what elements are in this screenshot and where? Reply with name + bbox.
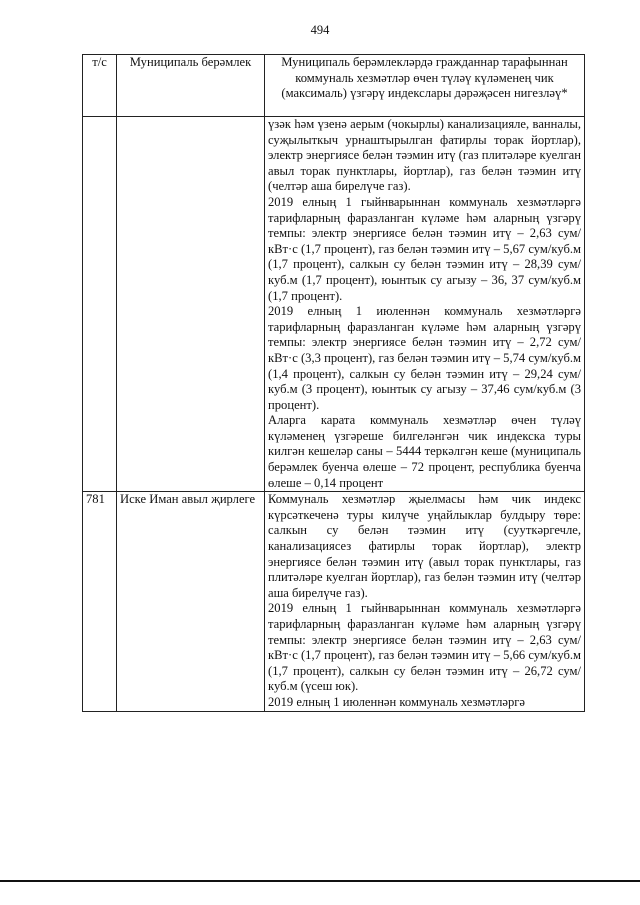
- table-row: [83, 117, 585, 492]
- row-justification: [265, 492, 585, 711]
- table-header-row: [83, 55, 585, 117]
- header-number: т/с: [83, 55, 117, 117]
- header-justification: Муниципаль берәмлекләрдә гражданнар тарафыннан коммуналь хезмәтләр өчен түләү күләменең чик (максималь) үзгәрү индекслары дәрәҗәсен нигезләү*: [265, 55, 585, 117]
- page-number: 494: [310, 23, 330, 37]
- row-number: [83, 117, 117, 492]
- row-justification: [265, 117, 585, 492]
- paragraph: үзәк һәм үзенә аерым (чокырлы) канализацияле, ванналы, суҗылыткыч урнаштырылган фатирлы торак йортлар), электр энергиясе белән тәэмин итү (газ плитәләре куелган авыл торак пунктлары, йортлар), газ белән тәэмин итү (челтәр аша бирелүче газ).: [268, 117, 581, 194]
- tariff-table: [82, 54, 585, 712]
- header-municipality: Муниципаль берәмлек: [117, 55, 265, 117]
- paragraph: 2019 елның 1 июленнән коммуналь хезмәтләргә тарифларның фаразланган күләме һәм аларның үзгәрү темпы: электр энергиясе белән тәэмин итү – 2,72 сум/кВт·с (3,3 процент), газ белән тәэмин итү – 5,74 сум/куб.м (1,4 процент), салкын су белән тәэмин итү – 29,24 сум/куб.м (3 процент), юынтык су агызу – 37,46 сум/куб.м (3 процент).: [268, 304, 581, 412]
- row-municipality: [117, 117, 265, 492]
- paragraph: Коммуналь хезмәтләр җыелмасы һәм чик индекс күрсәткеченә туры килүче уңайлыклар булдыру төре: салкын су белән тәэмин итү (сууткәргечле, канализациясез фатирлы торак йортлар), электр энергиясе белән тәэмин итү (авыл торак пунктлары, газ плитәләре куелган йортлар), газ белән тәэмин итү (челтәр аша бирелүче газ).: [268, 492, 581, 600]
- paragraph: Аларга карата коммуналь хезмәтләр өчен түләү күләменең үзгәреше билгеләнгән чик индекска туры килгән кешеләр саны – 5444 теркәлгән кеше (муниципаль берәмлек буенча өлеше – 72 процент, республика буенча өлеше – 0,14 процент: [268, 413, 581, 490]
- paragraph: 2019 елның 1 гыйнварыннан коммуналь хезмәтләргә тарифларның фаразланган күләме һәм аларның үзгәрү темпы: электр энергиясе белән тәэмин итү – 2,63 сум/кВт·с (1,7 процент), газ белән тәэмин итү – 5,67 сум/куб.м (1,7 процент), салкын су белән тәэмин итү – 28,39 сум/куб.м (1,7 процент), юынтык су агызу – 36, 37 сум/куб.м (1,7 процент).: [268, 194, 581, 303]
- page-bottom-border: [0, 880, 640, 882]
- row-municipality: Иске Иман авыл җирлеге: [117, 492, 265, 711]
- paragraph: 2019 елның 1 гыйнварыннан коммуналь хезмәтләргә тарифларның фаразланган күләме һәм аларның үзгәрү темпы: электр энергиясе белән тәэмин итү – 2,63 сум/кВт·с (1,7 процент), газ белән тәэмин итү – 5,66 сум/куб.м (1,7 процент), салкын су белән тәэмин итү – 26,72 сум/куб.м (үсеш юк).: [268, 601, 581, 694]
- table-row: [83, 492, 585, 711]
- row-number: 781: [83, 492, 117, 711]
- paragraph: 2019 елның 1 июленнән коммуналь хезмәтләргә: [268, 694, 525, 709]
